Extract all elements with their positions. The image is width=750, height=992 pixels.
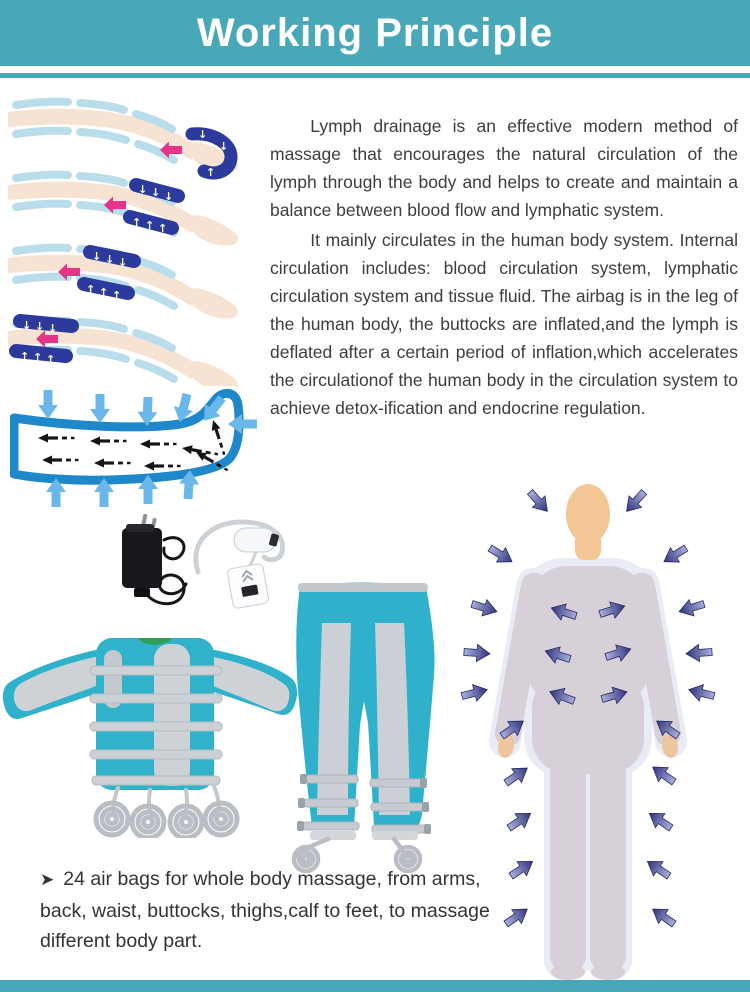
- header-divider-line: [0, 73, 750, 78]
- head: [566, 484, 610, 544]
- header-banner: [0, 0, 750, 66]
- air-sleeve-diagram: [10, 386, 260, 510]
- svg-text:↓: ↓: [138, 183, 148, 196]
- svg-text:↑: ↑: [132, 216, 142, 229]
- massage-jacket-photo: [0, 598, 300, 838]
- intro-text: [270, 112, 738, 424]
- svg-text:↑: ↑: [145, 219, 155, 232]
- svg-text:↓: ↓: [198, 128, 208, 141]
- chest-air-panel: [154, 644, 190, 786]
- feature-note: [40, 864, 490, 957]
- body-silhouette-figure: [460, 478, 750, 988]
- svg-text:↑: ↑: [20, 350, 30, 363]
- hose-coils: [96, 803, 237, 838]
- svg-text:↓: ↓: [48, 322, 58, 335]
- leg-stage-1-foot-cuff: [8, 102, 238, 179]
- svg-text:↓: ↓: [118, 256, 128, 269]
- goggles: [234, 528, 276, 552]
- svg-text:↓: ↓: [151, 186, 161, 199]
- svg-text:↓: ↓: [105, 253, 115, 266]
- massage-pants-photo: [262, 575, 462, 873]
- body-silhouette-illustration: [460, 478, 750, 988]
- air-sleeve-diagram-figure: [10, 386, 260, 510]
- left-leg-panel: [317, 623, 351, 815]
- svg-text:↑: ↑: [158, 222, 168, 235]
- svg-text:↓: ↓: [92, 250, 102, 263]
- svg-text:↑: ↑: [112, 289, 122, 302]
- svg-text:↓: ↓: [164, 190, 174, 203]
- paragraph-lymph-drainage: Lymph drainage is an effective modern method of massage that encourages the natural circulation of the lymph through the body and helps to create and maintain a balance between blood flow and lymphatic system.: [270, 116, 738, 220]
- pants-body: [296, 583, 434, 828]
- svg-text:↑: ↑: [86, 283, 96, 296]
- svg-text:↓: ↓: [35, 320, 45, 333]
- svg-text:↑: ↑: [206, 166, 216, 179]
- arrow-bullet-icon: ➤: [40, 870, 55, 889]
- svg-text:↓: ↓: [22, 319, 32, 332]
- svg-text:↓: ↓: [219, 140, 229, 153]
- massage-jacket-illustration: [0, 598, 300, 838]
- svg-text:↑: ↑: [33, 351, 43, 364]
- leg-massage-sequence-figure: [8, 94, 266, 386]
- leg-stage-4-thigh-cuff: [8, 319, 238, 386]
- massage-pants-illustration: [262, 575, 462, 873]
- svg-text:↑: ↑: [46, 353, 56, 366]
- footer-bar: [0, 980, 750, 992]
- leg-stage-2-calf-cuff: [8, 175, 238, 246]
- page-title: Working Principle: [196, 10, 554, 55]
- feature-text: 24 air bags for whole body massage, from arms, back, waist, buttocks, thighs,calf to feet, to massage different body part.: [40, 868, 490, 952]
- waistband: [298, 583, 428, 592]
- svg-text:↑: ↑: [99, 286, 109, 299]
- leg-massage-sequence-illustration: [8, 94, 266, 386]
- paragraph-circulation: It mainly circulates in the human body system. Internal circulation includes: blood circulation system, lymphatic circulation system and tissue fluid. The airbag is in the leg of the human body, the buttocks are inflated,and the lymph is deflated after a certain period of inflation,which accelerates the circulationof the human body in the circulation system to achieve detox-ification and endocrine regulation.: [270, 230, 738, 418]
- leg-stage-3-knee-cuff: [8, 248, 238, 319]
